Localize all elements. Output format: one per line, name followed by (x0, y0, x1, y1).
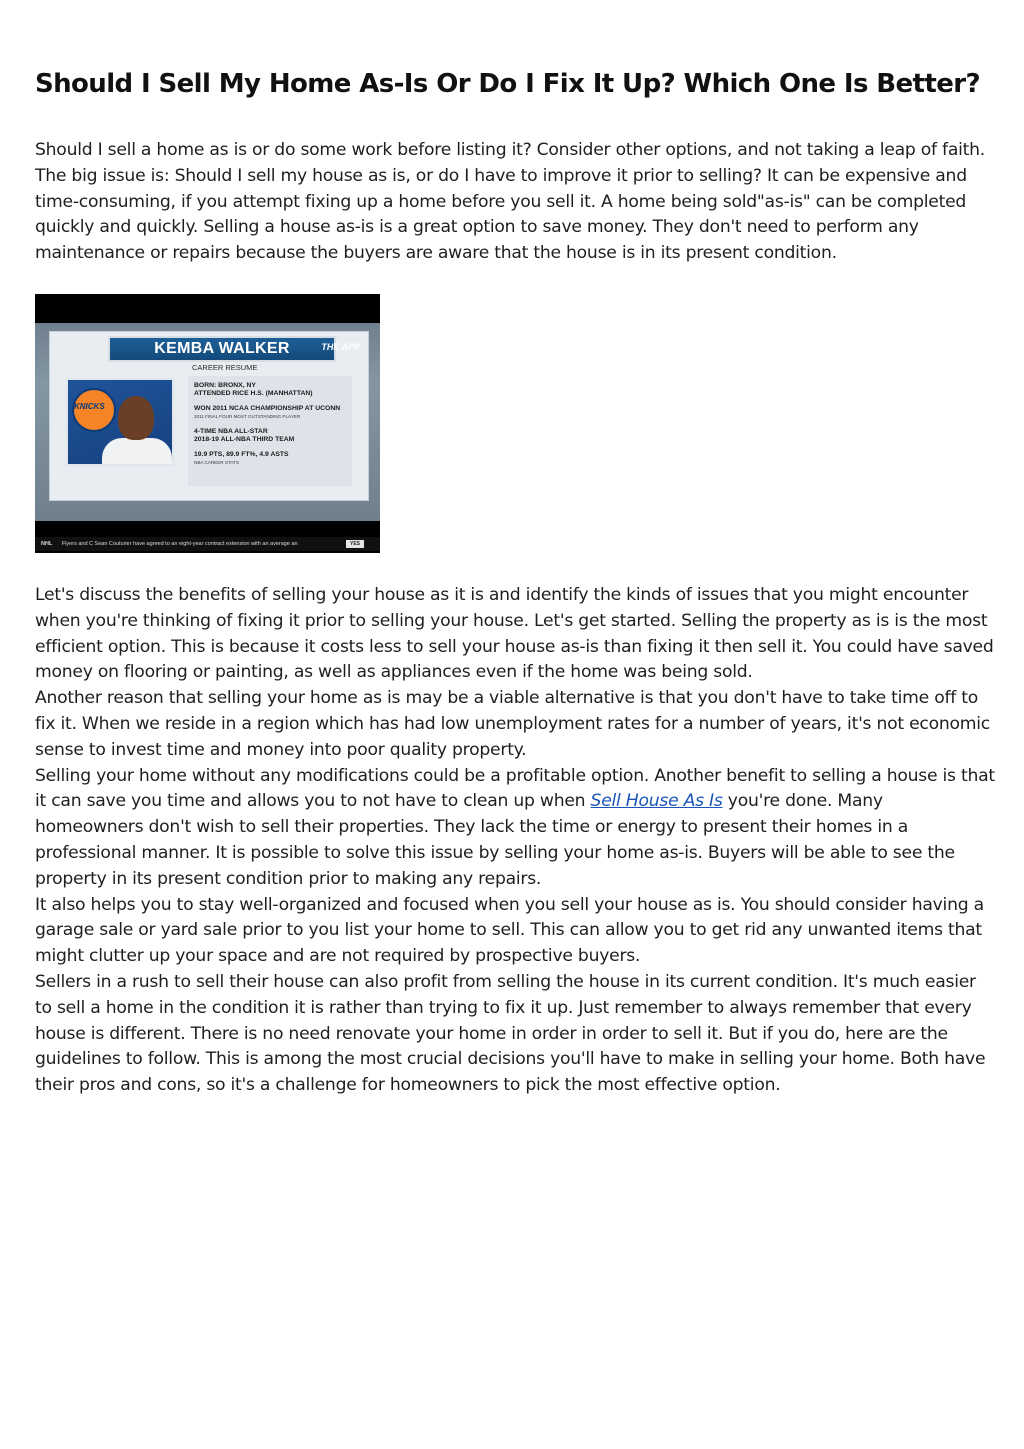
paragraph-benefits: Let's discuss the benefits of selling your house as it is and identify the kinds of issues that you might encounter when you're thinking of fixing it prior to selling your house. Let's get started. Selling the property as is is the most efficient option. This is because it costs less to sell your house as-is than fixing it then sell it. You could have saved money on flooring or painting, as well as appliances even if the home was being sold. (35, 584, 994, 683)
ticker-league: NHL (41, 540, 53, 547)
fact-line: 4-TIME NBA ALL-STAR (194, 427, 268, 435)
facts-list (188, 376, 352, 486)
fact-line: 2011 FINAL FOUR MOST OUTSTANDING PLAYER (194, 413, 301, 419)
player-name: KEMBA WALKER (108, 336, 336, 362)
page-title: Should I Sell My Home As-Is Or Do I Fix It Up? Which One Is Better? (35, 69, 980, 99)
paragraph-text-before-link: Selling your home without any modifications could be a profitable option. Another benefit to selling a house is that it can save you time and allows you to not have to clean up when (35, 765, 995, 812)
paragraph-organized: It also helps you to stay well-organized and focused when you sell your house as is. You should consider having a garage sale or yard sale prior to you list your home to sell. This can allow you to get rid any unwanted items that might clutter up your space and are not required by prospective buyers. (35, 894, 984, 967)
player-jersey (102, 438, 172, 466)
resume-panel (49, 331, 369, 501)
broadcast-graphic (35, 323, 380, 547)
article-image (35, 294, 380, 553)
paragraph-modifications (35, 764, 995, 893)
resume-subtitle: CAREER RESUME (192, 362, 258, 372)
paragraph-time: Another reason that selling your home as is may be a viable alternative is that you don't have to take time off to fix it. When we reside in a region which has had low unemployment rates for a number of years, it's not economic sense to invest time and money into poor quality property. (35, 688, 990, 760)
paragraph-text-after-link: you're done. Many homeowners don't wish to sell their properties. They lack the time or energy to present their homes in a professional manner. It is possible to solve this issue by selling your home as-is. Buyers will be able to see the property in its present condition prior to making any repairs. (35, 791, 955, 889)
network-logo: THE APP (321, 341, 360, 352)
article (35, 60, 995, 1099)
fact-line: WON 2011 NCAA CHAMPIONSHIP AT UCONN (194, 404, 341, 412)
paragraph-intro: Should I sell a home as is or do some work before listing it? Consider other options, and not taking a leap of faith. The big issue is: Should I sell my house as is, or do I have to improve it prior to selling? It can be expensive and time-consuming, if you attempt fixing up a home before you sell it. A home being sold"as-is" can be completed quickly and quickly. Selling a house as-is is a great option to save money. They don't need to perform any maintenance or repairs because the buyers are aware that the house is in its present condition. (35, 140, 985, 264)
player-face (118, 396, 154, 440)
player-photo (66, 378, 174, 466)
fact-line: ATTENDED RICE H.S. (MANHATTAN) (194, 389, 313, 397)
fact-line: 2018-19 ALL-NBA THIRD TEAM (194, 435, 295, 443)
fact-line: BORN: BRONX, NY (194, 381, 256, 389)
ticker-badge: YES (346, 540, 364, 548)
fact-line: 19.9 PTS, 89.9 FT%, 4.9 ASTS (194, 450, 289, 458)
news-ticker (35, 537, 380, 551)
paragraph-rush: Sellers in a rush to sell their house can also profit from selling the house in its current condition. It's much easier to sell a home in the condition it is rather than trying to fix it up. Just remember to always remember that every house is different. There is no need renovate your home in order in order to sell it. But if you do, here are the guidelines to follow. This is among the most crucial decisions you'll have to make in selling your home. Both have their pros and cons, so it's a challenge for homeowners to pick the most effective option. (35, 971, 986, 1096)
sell-house-as-is-link[interactable]: Sell House As Is (590, 791, 723, 812)
fact-line: NBA CAREER STATS (194, 459, 240, 465)
ticker-text: Flyers and C Sean Couturier have agreed to an eight-year contract extension with an average an (61, 540, 298, 547)
team-logo-text: KNICKS (74, 401, 105, 411)
